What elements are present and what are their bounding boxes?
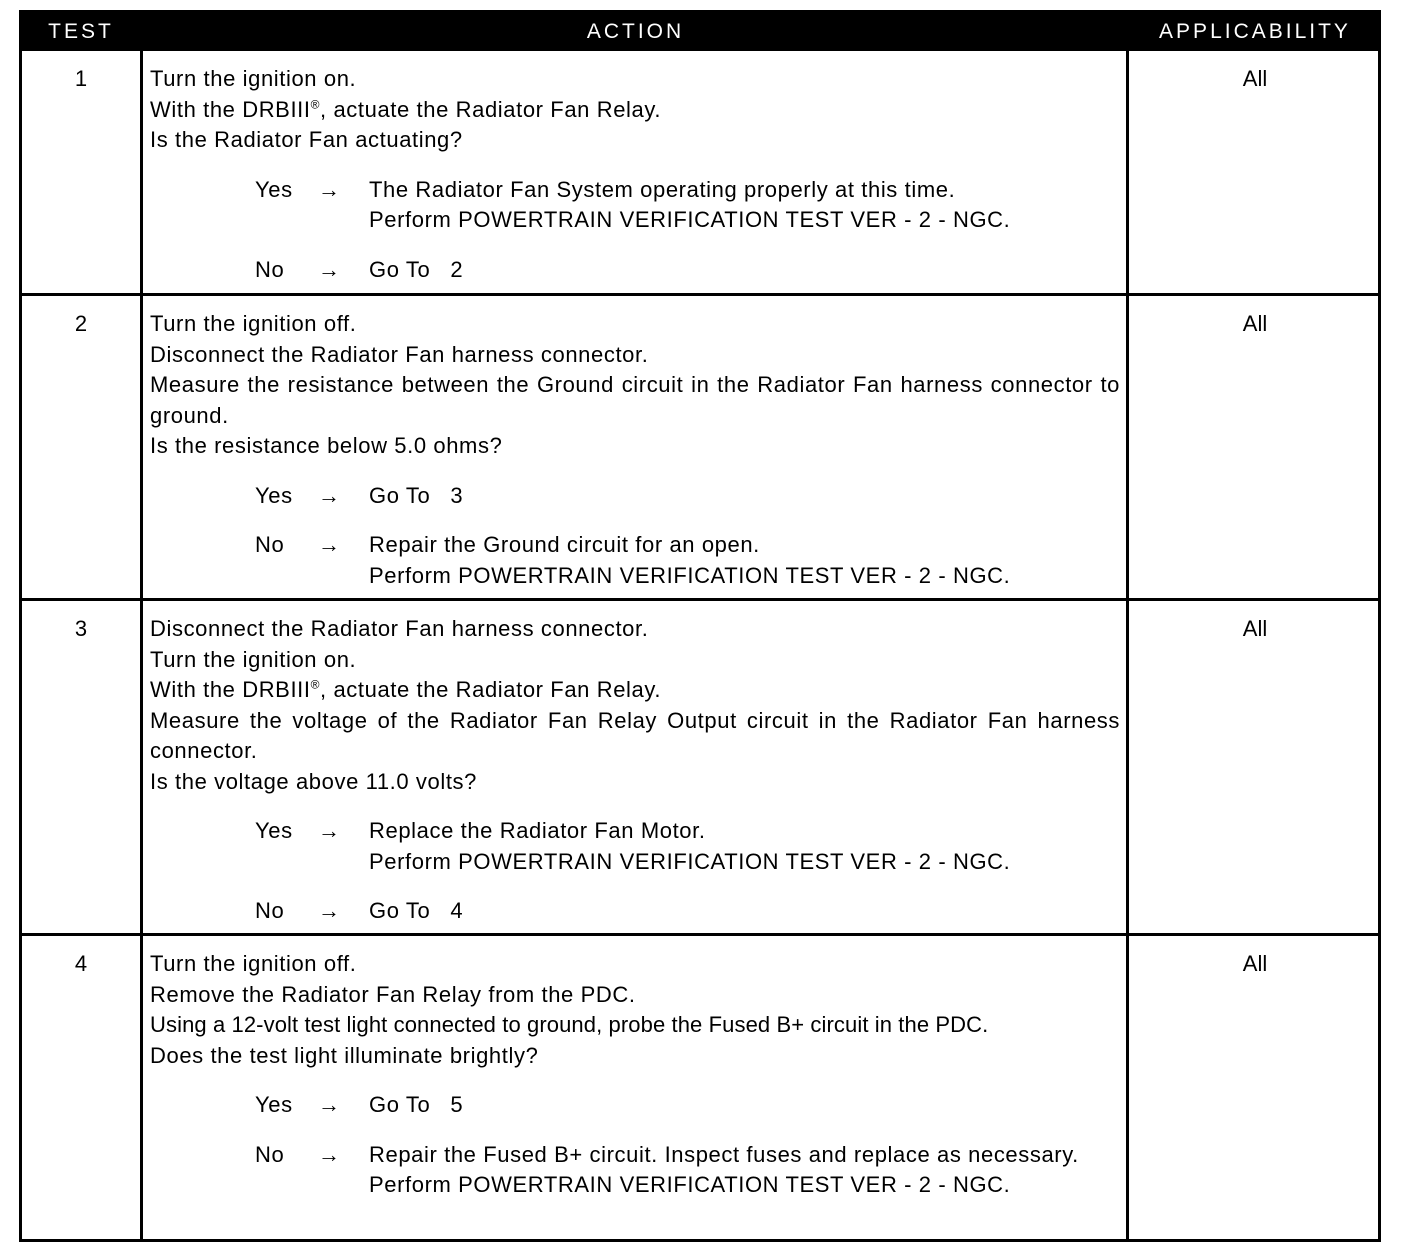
outcome-text: Repair the Ground circuit for an open. bbox=[369, 532, 760, 557]
table-row bbox=[22, 936, 1378, 1242]
action-cell bbox=[150, 949, 1120, 1201]
no-outcome bbox=[150, 255, 1120, 286]
action-line: With the DRBIII®, actuate the Radiator Fan Relay. bbox=[150, 677, 662, 702]
yes-outcome bbox=[150, 1090, 1120, 1121]
action-line: Using a 12-volt test light connected to ground, probe the Fused B+ circuit in the PDC. bbox=[150, 1012, 989, 1037]
outcome-text: Perform POWERTRAIN VERIFICATION TEST VER - 2 - NGC. bbox=[369, 1172, 1011, 1197]
header-test: TEST bbox=[48, 20, 114, 43]
diagnostic-test-table bbox=[19, 10, 1381, 1242]
action-line: Is the Radiator Fan actuating? bbox=[150, 127, 463, 152]
table-header bbox=[22, 13, 1378, 51]
table-row bbox=[22, 601, 1378, 933]
action-line: Remove the Radiator Fan Relay from the PDC. bbox=[150, 981, 636, 1007]
arrow-icon: → bbox=[318, 898, 341, 923]
yes-label: Yes bbox=[255, 482, 293, 508]
header-applicability: APPLICABILITY bbox=[1159, 20, 1351, 43]
arrow-icon: → bbox=[318, 818, 341, 843]
yes-outcome bbox=[150, 481, 1120, 512]
arrow-icon: → bbox=[318, 532, 341, 557]
no-outcome bbox=[150, 1140, 1120, 1201]
action-cell bbox=[150, 614, 1120, 927]
no-outcome bbox=[150, 530, 1120, 591]
test-number: 1 bbox=[74, 66, 88, 91]
no-outcome bbox=[150, 896, 1120, 927]
action-line: Measure the voltage of the Radiator Fan Relay Output circuit in the Radiator Fan harness connector. bbox=[150, 707, 1120, 763]
no-label: No bbox=[255, 256, 285, 282]
applicability-value: All bbox=[1242, 66, 1268, 91]
action-line: Is the voltage above 11.0 volts? bbox=[150, 768, 477, 794]
test-number: 3 bbox=[74, 616, 88, 641]
action-line: With the DRBIII®, actuate the Radiator Fan Relay. bbox=[150, 96, 662, 122]
arrow-icon: → bbox=[318, 1141, 341, 1167]
action-line: Does the test light illuminate brightly? bbox=[150, 1042, 539, 1068]
yes-outcome bbox=[150, 175, 1120, 236]
action-line: Disconnect the Radiator Fan harness connector. bbox=[150, 341, 649, 367]
action-cell bbox=[150, 64, 1120, 285]
arrow-icon: → bbox=[318, 256, 341, 282]
no-label: No bbox=[255, 532, 285, 557]
outcome-text: Perform POWERTRAIN VERIFICATION TEST VER - 2 - NGC. bbox=[369, 848, 1011, 874]
no-label: No bbox=[255, 1141, 285, 1167]
action-line: Turn the ignition on. bbox=[150, 66, 357, 91]
header-action: ACTION bbox=[586, 20, 685, 43]
test-number: 2 bbox=[74, 311, 88, 336]
applicability-value: All bbox=[1242, 951, 1268, 976]
outcome-text: Go To 3 bbox=[369, 482, 464, 508]
action-line: Turn the ignition off. bbox=[150, 311, 357, 336]
outcome-text: Go To 5 bbox=[369, 1092, 464, 1117]
outcome-text: Repair the Fused B+ circuit. Inspect fuses and replace as necessary. bbox=[369, 1141, 1079, 1167]
action-line: Turn the ignition on. bbox=[150, 646, 357, 672]
arrow-icon: → bbox=[318, 176, 341, 202]
yes-label: Yes bbox=[255, 176, 293, 202]
outcome-text: Perform POWERTRAIN VERIFICATION TEST VER - 2 - NGC. bbox=[369, 207, 1011, 232]
outcome-text: Perform POWERTRAIN VERIFICATION TEST VER - 2 - NGC. bbox=[369, 562, 1011, 588]
action-cell bbox=[150, 309, 1120, 591]
action-line: Is the resistance below 5.0 ohms? bbox=[150, 433, 503, 458]
test-number: 4 bbox=[74, 951, 88, 976]
arrow-icon: → bbox=[318, 1092, 341, 1117]
yes-label: Yes bbox=[255, 1092, 293, 1117]
arrow-icon: → bbox=[318, 482, 341, 508]
table-row bbox=[22, 51, 1378, 293]
applicability-value: All bbox=[1242, 311, 1268, 336]
applicability-value: All bbox=[1242, 616, 1268, 641]
action-line: Measure the resistance between the Ground circuit in the Radiator Fan harness connector to ground. bbox=[150, 372, 1120, 428]
action-line: Turn the ignition off. bbox=[150, 951, 357, 976]
yes-outcome bbox=[150, 816, 1120, 877]
action-line: Disconnect the Radiator Fan harness connector. bbox=[150, 616, 649, 641]
table-row bbox=[22, 296, 1378, 598]
yes-label: Yes bbox=[255, 818, 293, 843]
outcome-text: Replace the Radiator Fan Motor. bbox=[369, 818, 706, 843]
outcome-text: Go To 4 bbox=[369, 898, 464, 923]
outcome-text: Go To 2 bbox=[369, 256, 464, 282]
no-label: No bbox=[255, 898, 285, 923]
outcome-text: The Radiator Fan System operating properly at this time. bbox=[369, 176, 956, 202]
